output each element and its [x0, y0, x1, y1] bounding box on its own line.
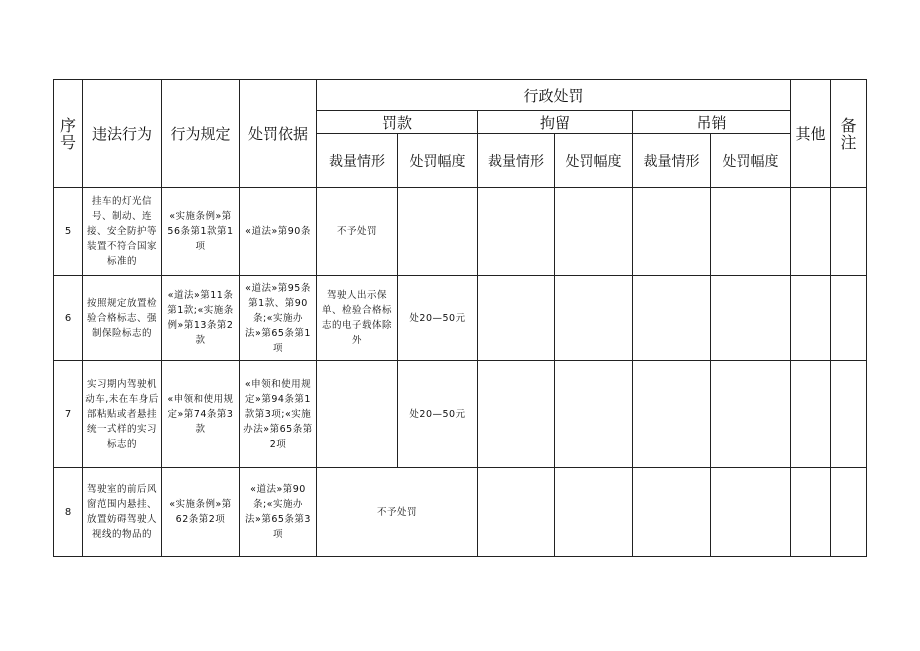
row-detain-circ: [478, 188, 555, 276]
row-act: 驾驶室的前后风窗范围内悬挂、放置妨碍驾驶人视线的物品的: [83, 468, 162, 557]
row-detain-range: [555, 188, 633, 276]
row-basis: «申领和使用规定»第94条第1款第3项;«实施办法»第65条第2项: [240, 361, 317, 468]
row-fine-circ: [317, 361, 398, 468]
row-no: 6: [54, 276, 83, 361]
row-fine-range: 处20—50元: [398, 276, 478, 361]
row-rule: «道法»第11条第1款;«实施条例»第13条第2款: [162, 276, 240, 361]
row-rule: «申领和使用规定»第74条第3款: [162, 361, 240, 468]
row-no: 5: [54, 188, 83, 276]
row-fine-shared: 不予处罚: [317, 468, 478, 557]
header-act: 违法行为: [83, 80, 162, 188]
row-basis: «道法»第90条;«实施办法»第65条第3项: [240, 468, 317, 557]
row-act: 按照规定放置检验合格标志、强制保险标志的: [83, 276, 162, 361]
row-remark: [831, 468, 867, 557]
header-fine-circ: 裁量情形: [317, 134, 398, 188]
header-detain-circ: 裁量情形: [478, 134, 555, 188]
row-other: [791, 361, 831, 468]
row-revoke-circ: [633, 361, 711, 468]
row-detain-circ: [478, 276, 555, 361]
header-other: 其他: [791, 80, 831, 188]
row-act: 实习期内驾驶机动车,未在车身后部粘贴或者悬挂统一式样的实习标志的: [83, 361, 162, 468]
row-fine-range: [398, 188, 478, 276]
header-seq: 序号: [54, 80, 83, 188]
row-revoke-circ: [633, 468, 711, 557]
row-fine-range: 处20—50元: [398, 361, 478, 468]
row-other: [791, 468, 831, 557]
row-revoke-range: [711, 361, 791, 468]
row-remark: [831, 276, 867, 361]
row-basis: «道法»第90条: [240, 188, 317, 276]
row-act: 挂车的灯光信号、制动、连接、安全防护等装置不符合国家标准的: [83, 188, 162, 276]
row-revoke-circ: [633, 276, 711, 361]
header-basis: 处罚依据: [240, 80, 317, 188]
row-fine-circ: 不予处罚: [317, 188, 398, 276]
header-detain: 拘留: [478, 111, 633, 134]
row-revoke-range: [711, 188, 791, 276]
header-rule: 行为规定: [162, 80, 240, 188]
row-rule: «实施条例»第56条第1款第1项: [162, 188, 240, 276]
header-fine: 罚款: [317, 111, 478, 134]
row-no: 7: [54, 361, 83, 468]
header-remark: 备注: [831, 80, 867, 188]
row-remark: [831, 188, 867, 276]
table-row: [54, 468, 867, 557]
row-detain-range: [555, 276, 633, 361]
row-remark: [831, 361, 867, 468]
header-detain-range: 处罚幅度: [555, 134, 633, 188]
row-detain-circ: [478, 468, 555, 557]
table-row: [54, 361, 867, 468]
row-revoke-range: [711, 468, 791, 557]
table-row: [54, 188, 867, 276]
header-fine-range: 处罚幅度: [398, 134, 478, 188]
row-revoke-range: [711, 276, 791, 361]
row-basis: «道法»第95条第1款、第90条;«实施办法»第65条第1项: [240, 276, 317, 361]
header-revoke: 吊销: [633, 111, 791, 134]
row-detain-range: [555, 468, 633, 557]
row-rule: «实施条例»第62条第2项: [162, 468, 240, 557]
table-row: [54, 276, 867, 361]
row-no: 8: [54, 468, 83, 557]
header-admin: 行政处罚: [317, 80, 791, 111]
row-revoke-circ: [633, 188, 711, 276]
header-revoke-range: 处罚幅度: [711, 134, 791, 188]
penalty-table: [53, 79, 867, 557]
row-detain-circ: [478, 361, 555, 468]
row-detain-range: [555, 361, 633, 468]
row-fine-circ: 驾驶人出示保单、检验合格标志的电子载体除外: [317, 276, 398, 361]
row-other: [791, 276, 831, 361]
header-revoke-circ: 裁量情形: [633, 134, 711, 188]
row-other: [791, 188, 831, 276]
